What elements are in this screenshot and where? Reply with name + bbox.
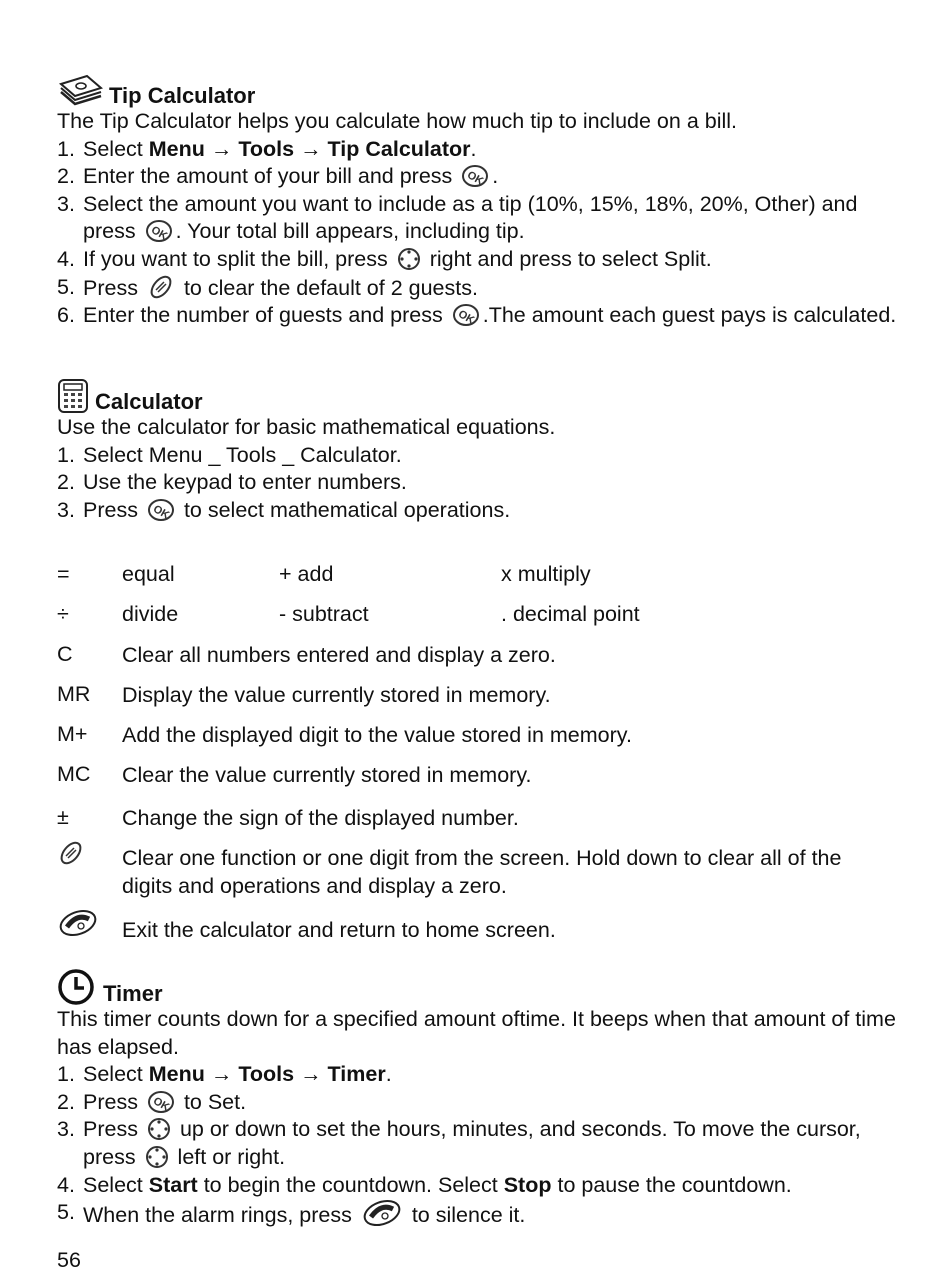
step-number: 3. xyxy=(57,1117,75,1142)
ops-row-end-key xyxy=(57,917,897,957)
step-text: Use the keypad to enter numbers. xyxy=(83,470,407,495)
step-number: 5. xyxy=(57,274,75,299)
clock-icon xyxy=(57,968,97,1006)
clear-key-icon xyxy=(57,839,85,867)
op-symbol: MR xyxy=(57,682,91,706)
tip-calculator-section xyxy=(57,68,897,330)
op-label: x multiply xyxy=(501,562,591,586)
tip-calculator-label: Tip Calculator xyxy=(327,136,471,161)
op-symbol: ÷ xyxy=(57,602,69,626)
menu-label: Menu xyxy=(148,1062,205,1087)
step-end: left or right. xyxy=(177,1144,286,1169)
step-number: 4. xyxy=(57,246,75,271)
timer-step-4 xyxy=(57,1172,897,1200)
tip-intro: The Tip Calculator helps you calculate how much tip to include on a bill. xyxy=(57,109,738,133)
step-text: When the alarm rings, press xyxy=(83,1203,352,1228)
tools-label: Tools xyxy=(238,136,295,161)
svg-text:OK: OK xyxy=(150,502,172,522)
step-text: Press xyxy=(83,497,138,522)
step-text: Press xyxy=(83,1089,138,1114)
step-end: to pause the countdown. xyxy=(551,1172,792,1197)
op-label: divide xyxy=(122,602,179,626)
ops-row-mr xyxy=(57,682,897,722)
op-label: equal xyxy=(122,562,175,586)
step-text-mid: up or down to set the hours, minutes, and seconds. To move the cursor, press xyxy=(83,1117,861,1169)
op-description: Exit the calculator and return to home screen. xyxy=(122,918,556,942)
step-end: to clear the default of 2 guests. xyxy=(183,275,478,300)
tip-step-5 xyxy=(57,274,897,303)
ok-key-icon xyxy=(461,164,489,188)
timer-step-1 xyxy=(57,1061,897,1089)
tip-step-2 xyxy=(57,163,897,191)
calculator-step-2 xyxy=(57,469,897,497)
nav-key-icon xyxy=(147,1117,171,1141)
step-end: .The amount each guest pays is calculated. xyxy=(482,303,897,328)
calculator-title: Calculator xyxy=(95,389,203,414)
ok-key-icon xyxy=(147,498,175,522)
step-end: right and press to select Split. xyxy=(429,246,712,271)
calculator-section xyxy=(57,372,897,524)
op-description: Clear all numbers entered and display a zero. xyxy=(122,643,556,667)
op-description: Change the sign of the displayed number. xyxy=(122,806,519,830)
arrow-glyph: → xyxy=(210,1062,233,1087)
timer-heading xyxy=(57,964,897,1006)
ops-row-equal xyxy=(57,562,897,602)
op-symbol: M+ xyxy=(57,722,88,746)
timer-intro: This timer counts down for a specified amount oftime. It beeps when that amount of time has elapsed. xyxy=(57,1007,896,1059)
step-number: 1. xyxy=(57,136,75,161)
step-number: 3. xyxy=(57,497,75,522)
op-symbol: = xyxy=(57,562,70,586)
step-number: 1. xyxy=(57,442,75,467)
tip-step-3 xyxy=(57,191,897,246)
step-end: . xyxy=(385,1062,392,1087)
svg-text:OK: OK xyxy=(455,308,476,327)
ops-row-clear-key xyxy=(57,845,897,917)
ops-row-mplus xyxy=(57,722,897,762)
ok-key-icon xyxy=(145,219,173,243)
step-number: 2. xyxy=(57,470,75,495)
timer-section xyxy=(57,964,897,1230)
calculator-step-1 xyxy=(57,442,897,470)
step-number: 2. xyxy=(57,1089,75,1114)
step-text: Press xyxy=(83,1117,138,1142)
op-icon-cell xyxy=(57,845,122,873)
tip-calculator-title: Tip Calculator xyxy=(109,83,256,108)
op-symbol: ± xyxy=(57,805,69,829)
step-text: Enter the amount of your bill and press xyxy=(83,164,453,189)
svg-text:OK: OK xyxy=(148,224,169,244)
op-label: + add xyxy=(279,562,334,586)
ops-row-mc xyxy=(57,762,897,805)
op-description: Display the value currently stored in memory. xyxy=(122,683,551,707)
step-text: Press xyxy=(83,275,138,300)
op-symbol: MC xyxy=(57,762,91,786)
op-symbol: C xyxy=(57,642,73,666)
step-number: 6. xyxy=(57,303,75,328)
op-label: . decimal point xyxy=(501,602,640,626)
step-number: 3. xyxy=(57,191,75,216)
nav-key-icon xyxy=(397,247,421,271)
step-end: . xyxy=(470,136,477,161)
step-end: to silence it. xyxy=(411,1203,526,1228)
timer-title: Timer xyxy=(103,981,163,1006)
tip-step-6 xyxy=(57,302,897,330)
arrow-glyph: → xyxy=(300,136,322,161)
arrow-glyph: → xyxy=(210,136,233,161)
svg-text:OK: OK xyxy=(150,1094,172,1114)
svg-text:OK: OK xyxy=(465,169,486,188)
tip-calculator-heading xyxy=(57,68,897,108)
step-text: Select xyxy=(83,1172,149,1197)
step-text: If you want to split the bill, press xyxy=(83,246,388,271)
step-end: . xyxy=(492,164,499,189)
clear-key-icon xyxy=(147,274,175,300)
step-end: to Set. xyxy=(183,1089,247,1114)
op-description: Clear the value currently stored in memory. xyxy=(122,763,532,787)
nav-key-icon xyxy=(145,1145,169,1169)
ok-key-icon xyxy=(452,303,480,327)
step-end: . Your total bill appears, including tip. xyxy=(175,219,525,244)
arrow-glyph: → xyxy=(300,1062,322,1087)
step-number: 4. xyxy=(57,1172,75,1197)
step-number: 1. xyxy=(57,1062,75,1087)
ops-row-sign xyxy=(57,805,897,839)
step-text: Select xyxy=(83,136,149,161)
stop-label: Stop xyxy=(503,1172,552,1197)
step-text: Select the amount you want to include as a tip (10%, 15%, 18%, 20%, Other) and press xyxy=(83,191,858,244)
calculator-step-3 xyxy=(57,497,897,525)
calculator-operations-table xyxy=(57,562,897,957)
calculator-intro: Use the calculator for basic mathematical equations. xyxy=(57,415,556,439)
step-text-mid: to begin the countdown. Select xyxy=(197,1172,504,1197)
page-number: 56 xyxy=(57,1248,81,1272)
op-icon-cell xyxy=(57,917,122,943)
op-label: - subtract xyxy=(279,602,369,626)
ops-row-divide xyxy=(57,602,897,642)
op-description: Add the displayed digit to the value stored in memory. xyxy=(122,723,632,747)
end-key-icon xyxy=(57,909,99,937)
menu-label: Menu xyxy=(148,136,205,161)
end-key-icon xyxy=(361,1199,403,1227)
step-end: to select mathematical operations. xyxy=(183,497,511,522)
timer-step-2 xyxy=(57,1089,897,1117)
start-label: Start xyxy=(148,1172,198,1197)
ops-row-clear xyxy=(57,642,897,682)
timer-label: Timer xyxy=(327,1062,386,1087)
calculator-icon xyxy=(57,378,89,414)
money-icon xyxy=(57,74,103,108)
step-text: Select xyxy=(83,1062,149,1087)
step-text: Select Menu _ Tools _ Calculator. xyxy=(83,442,402,467)
calculator-heading xyxy=(57,372,897,414)
tip-step-1 xyxy=(57,136,897,164)
ok-key-icon xyxy=(147,1090,175,1114)
op-description: Clear one function or one digit from the screen. Hold down to clear all of the digits and operations and display a zero. xyxy=(122,846,842,898)
tools-label: Tools xyxy=(238,1062,295,1087)
timer-step-5 xyxy=(57,1199,897,1230)
timer-step-3 xyxy=(57,1116,897,1171)
tip-step-4 xyxy=(57,246,897,274)
step-text: Enter the number of guests and press xyxy=(83,303,443,328)
step-number: 5. xyxy=(57,1200,75,1225)
step-number: 2. xyxy=(57,164,75,189)
